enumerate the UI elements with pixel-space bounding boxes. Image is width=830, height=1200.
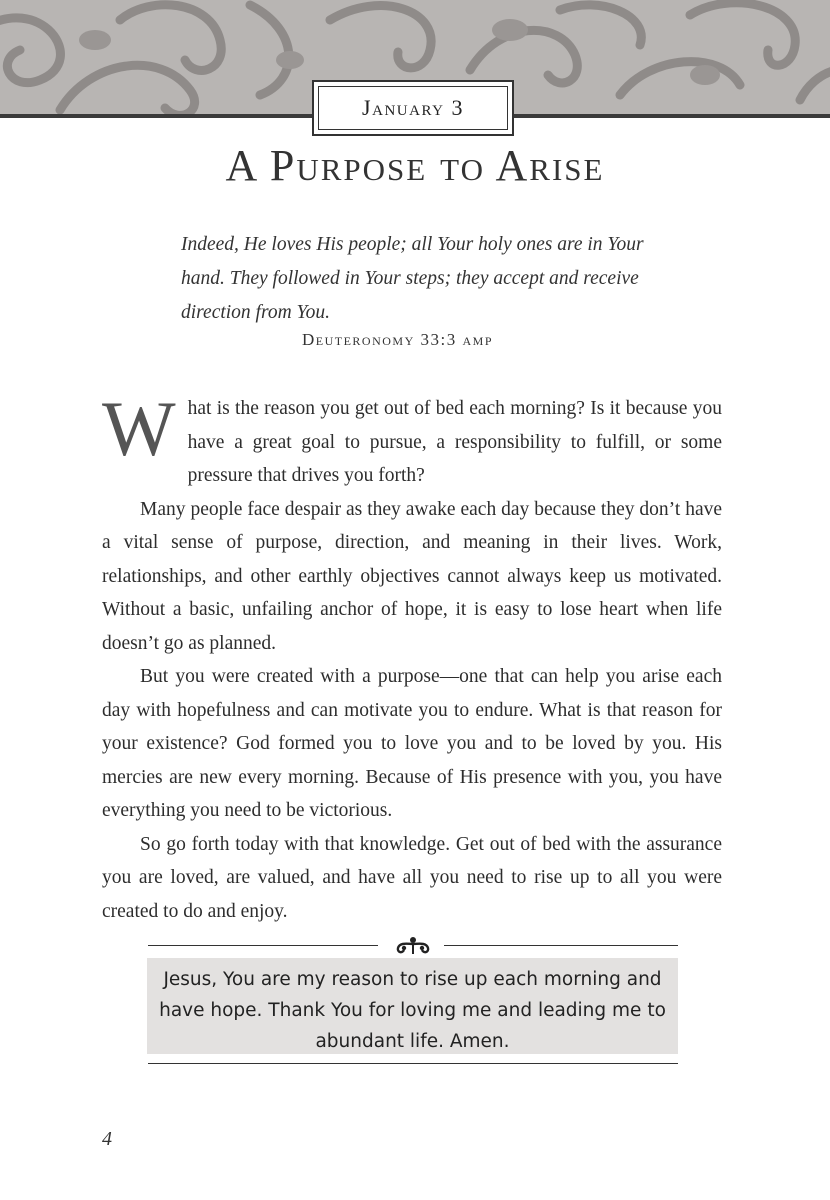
verse-reference: Deuteronomy 33:3 amp (302, 330, 494, 349)
page-number: 4 (102, 1128, 112, 1150)
paragraph-4: So go forth today with that knowledge. Get out of bed with the assurance you are loved, are valued, and have all you need to rise up to all you were created to do and enjoy. (102, 833, 722, 922)
page-title: A Purpose to Arise (225, 141, 605, 190)
divider-line-left (148, 945, 378, 946)
bottom-rule (148, 1063, 678, 1064)
divider-line-right (444, 945, 678, 946)
body-text (102, 385, 722, 928)
paragraph-1-text: hat is the reason you get out of bed each morning? Is it because you have a great goal to pursue, a responsibility to fulfill, or some pressure that drives you forth? (187, 398, 722, 486)
paragraph-1 (102, 385, 722, 493)
paragraph-3: But you were created with a purpose—one that can help you arise each day with hopefulness and can motivate you to endure. What is that reason for your existence? God formed you to love you and to be loved by you. His mercies are new every morning. Because of His presence with you, you have everything you need to be victorious. (102, 666, 722, 821)
date-box (312, 80, 514, 136)
verse-text: Indeed, He loves His people; all Your holy ones are in Your hand. They followed in Your steps; they accept and receive direction from You. (181, 234, 644, 323)
fleuron-ornament-icon (394, 936, 432, 956)
date-label: January 3 (362, 95, 464, 120)
drop-cap: W (102, 385, 176, 472)
prayer-box: Jesus, You are my reason to rise up each morning and have hope. Thank You for loving me and leading me to abundant life. Amen. (147, 958, 678, 1054)
paragraph-2: Many people face despair as they awake each day because they don’t have a vital sense of purpose, direction, and meaning in their lives. Work, relationships, and other earthly objectives cannot always keep us motivated. Without a basic, unfailing anchor of hope, it is easy to lose heart when life doesn’t go as planned. (102, 498, 722, 654)
prayer-divider (148, 936, 678, 956)
